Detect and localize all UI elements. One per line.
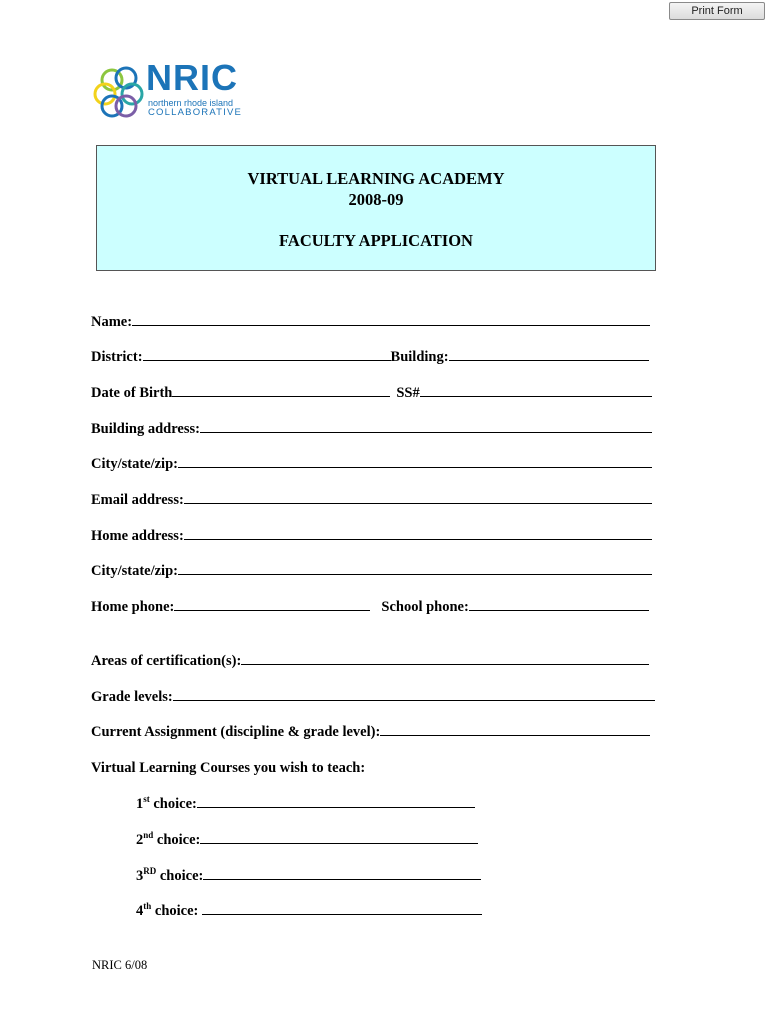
ss-label: SS# [396, 385, 420, 401]
choice-label-1: choice: [149, 796, 197, 812]
home-phone-field[interactable] [174, 598, 370, 611]
building-address-row [91, 420, 652, 438]
building-label: Building: [390, 349, 449, 365]
building-field[interactable] [449, 348, 649, 361]
choice-row-3 [136, 867, 481, 885]
choice-suffix-3: RD [143, 866, 157, 877]
grade-levels-field[interactable] [173, 688, 655, 701]
logo-line-1: northern rhode island [148, 98, 234, 108]
city-state-zip-row-2 [91, 562, 652, 580]
email-label: Email address: [91, 492, 184, 508]
home-address-row [91, 527, 652, 545]
email-row [91, 491, 652, 509]
nric-interlocking-rings-logo-icon [92, 64, 148, 120]
city-state-zip-field-1[interactable] [178, 455, 652, 468]
certification-label: Areas of certification(s): [91, 653, 242, 669]
name-label: Name: [91, 314, 133, 330]
dob-label: Date of Birth [91, 385, 173, 401]
ss-field[interactable] [420, 384, 652, 397]
choice-field-3[interactable] [203, 867, 481, 880]
choice-label-4: choice: [151, 903, 202, 919]
school-phone-label: School phone: [381, 599, 469, 615]
name-row [91, 313, 650, 331]
choice-row-2 [136, 831, 478, 849]
choice-number-2: 2 [136, 832, 144, 848]
building-address-field[interactable] [200, 420, 652, 433]
page-title: VIRTUAL LEARNING ACADEMY [247, 169, 505, 188]
district-row [91, 348, 649, 366]
choice-suffix-4: th [143, 901, 152, 912]
grade-levels-label: Grade levels: [91, 689, 173, 705]
choice-number-1: 1 [136, 796, 144, 812]
choice-field-1[interactable] [197, 795, 475, 808]
home-address-label: Home address: [91, 528, 184, 544]
certification-row [91, 652, 649, 670]
choice-label-3: choice: [156, 868, 204, 884]
city-state-zip-label-2: City/state/zip: [91, 563, 178, 579]
logo-line-2: COLLABORATIVE [148, 107, 243, 118]
school-phone-field[interactable] [469, 598, 649, 611]
city-state-zip-field-2[interactable] [178, 562, 652, 575]
choice-label-2: choice: [153, 832, 201, 848]
choice-row-4 [136, 902, 482, 920]
home-phone-label: Home phone: [91, 599, 175, 615]
choice-number-4: 4 [136, 903, 144, 919]
city-state-zip-label-1: City/state/zip: [91, 456, 178, 472]
grade-levels-row [91, 688, 655, 706]
email-field[interactable] [184, 491, 652, 504]
academic-year: 2008-09 [348, 190, 404, 209]
choice-row-1 [136, 795, 475, 813]
choice-number-3: 3 [136, 868, 144, 884]
choice-suffix-2: nd [143, 830, 154, 841]
current-assignment-field[interactable] [380, 723, 650, 736]
logo-wordmark: NRIC [146, 57, 238, 98]
choice-field-2[interactable] [200, 831, 478, 844]
dob-row [91, 384, 652, 402]
phone-row [91, 598, 649, 616]
home-address-field[interactable] [184, 527, 652, 540]
dob-field[interactable] [172, 384, 390, 397]
certification-field[interactable] [241, 652, 649, 665]
choice-field-4[interactable] [202, 902, 482, 915]
current-assignment-label: Current Assignment (discipline & grade level): [91, 724, 381, 740]
name-field[interactable] [132, 313, 650, 326]
nric-logo [92, 57, 252, 122]
choice-suffix-1: st [143, 794, 150, 805]
title-box [96, 145, 656, 271]
footer-code: NRIC 6/08 [92, 958, 148, 972]
courses-heading: Virtual Learning Courses you wish to teach: [91, 760, 366, 776]
print-form-button[interactable]: Print Form [669, 2, 765, 20]
district-field[interactable] [143, 348, 391, 361]
current-assignment-row [91, 723, 650, 741]
form-subtitle: FACULTY APPLICATION [279, 231, 473, 250]
building-address-label: Building address: [91, 421, 200, 437]
city-state-zip-row-1 [91, 455, 652, 473]
district-label: District: [91, 349, 143, 365]
